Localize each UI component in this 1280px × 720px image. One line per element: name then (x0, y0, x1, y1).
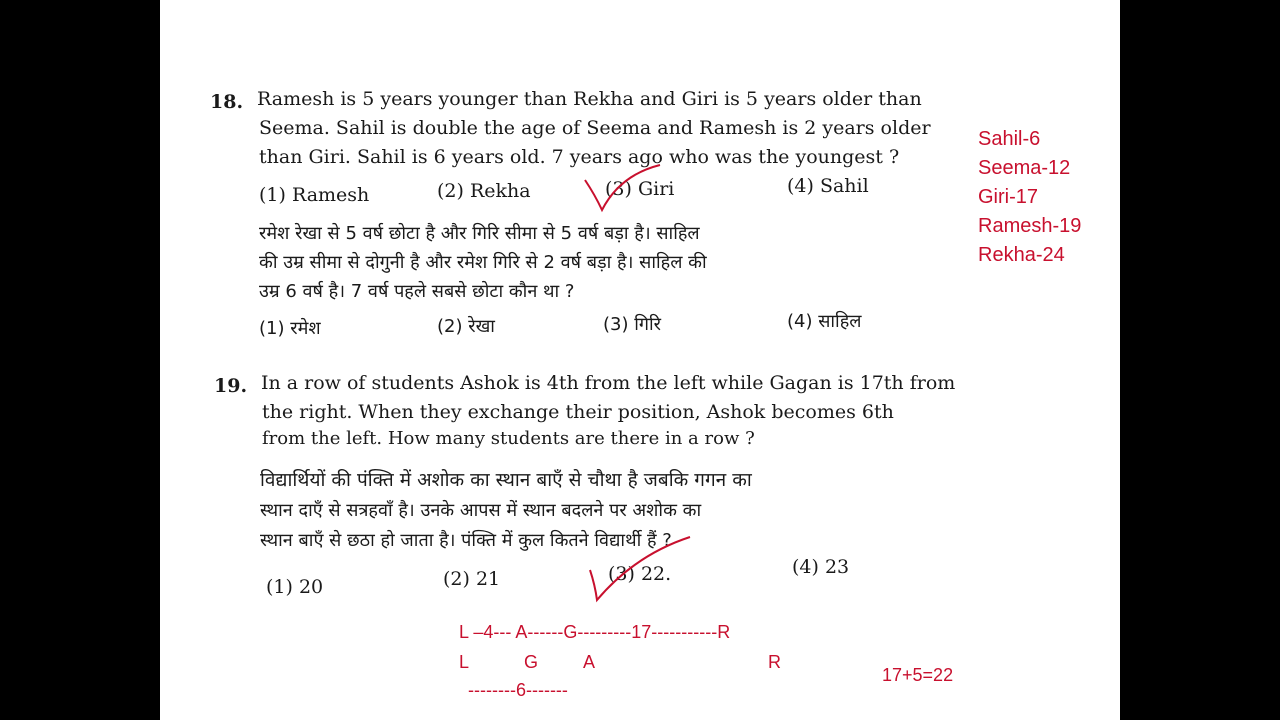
document-page (160, 0, 1120, 720)
option-1-hindi: (1) रमेश (259, 318, 321, 339)
option-2-hindi: (2) रेखा (437, 316, 495, 337)
option-1: (1) 20 (266, 576, 324, 598)
row-diagram-line-1: L –4--- A------G---------17-----------R (459, 622, 731, 642)
question-text-hindi-line: रमेश रेखा से 5 वर्ष छोटा है और गिरि सीमा से 5 वर्ष बड़ा है। साहिल (259, 223, 700, 244)
age-note: Giri-17 (978, 186, 1039, 208)
option-2: (2) 21 (443, 568, 501, 590)
question-text-hindi-line: की उम्र सीमा से दोगुनी है और रमेश गिरि से 2 वर्ष बड़ा है। साहिल की (259, 252, 707, 273)
row-diagram-label-right: R (768, 652, 781, 672)
question-text-line: Ramesh is 5 years younger than Rekha and Giri is 5 years older than (257, 88, 922, 110)
age-note: Sahil-6 (978, 128, 1041, 150)
question-text-line: from the left. How many students are there in a row ? (262, 428, 755, 449)
question-text-hindi-line: स्थान दाएँ से सत्रहवाँ है। उनके आपस में स्थान बदलने पर अशोक का (260, 500, 702, 521)
row-diagram-label-ashok: A (583, 652, 596, 672)
age-note: Rekha-24 (978, 244, 1065, 266)
calculation-result: 17+5=22 (882, 665, 954, 685)
option-3: (3) 22. (608, 563, 672, 585)
question-text-hindi-line: उम्र 6 वर्ष है। 7 वर्ष पहले सबसे छोटा कौन था ? (259, 281, 575, 302)
question-number: 18. (210, 91, 244, 113)
option-4-hindi: (4) साहिल (787, 311, 862, 332)
question-text-line: the right. When they exchange their position, Ashok becomes 6th (262, 401, 894, 423)
question-text-line: In a row of students Ashok is 4th from the left while Gagan is 17th from (261, 372, 956, 394)
row-diagram-label-left: L (459, 652, 470, 672)
option-2: (2) Rekha (437, 180, 531, 202)
age-note: Ramesh-19 (978, 215, 1082, 237)
question-text-line: than Giri. Sahil is 6 years old. 7 years ago who was the youngest ? (259, 146, 900, 168)
option-1: (1) Ramesh (259, 184, 370, 206)
row-diagram-line-3: --------6------- (468, 680, 568, 700)
option-3: (3) Giri (605, 178, 675, 200)
option-4: (4) 23 (792, 556, 850, 578)
question-text-hindi-line: स्थान बाएँ से छठा हो जाता है। पंक्ति में कुल कितने विद्यार्थी हैं ? (260, 530, 672, 551)
question-text-line: Seema. Sahil is double the age of Seema and Ramesh is 2 years older (259, 117, 931, 139)
option-3-hindi: (3) गिरि (603, 314, 662, 335)
age-note: Seema-12 (978, 157, 1071, 179)
checkmark-icon (580, 160, 670, 220)
checkmark-icon (585, 535, 695, 605)
row-diagram-label-gagan: G (524, 652, 539, 672)
option-4: (4) Sahil (787, 175, 869, 197)
question-number: 19. (214, 375, 248, 397)
question-text-hindi-line: विद्यार्थियों की पंक्ति में अशोक का स्थान बाएँ से चौथा है जबकि गगन का (260, 469, 752, 491)
